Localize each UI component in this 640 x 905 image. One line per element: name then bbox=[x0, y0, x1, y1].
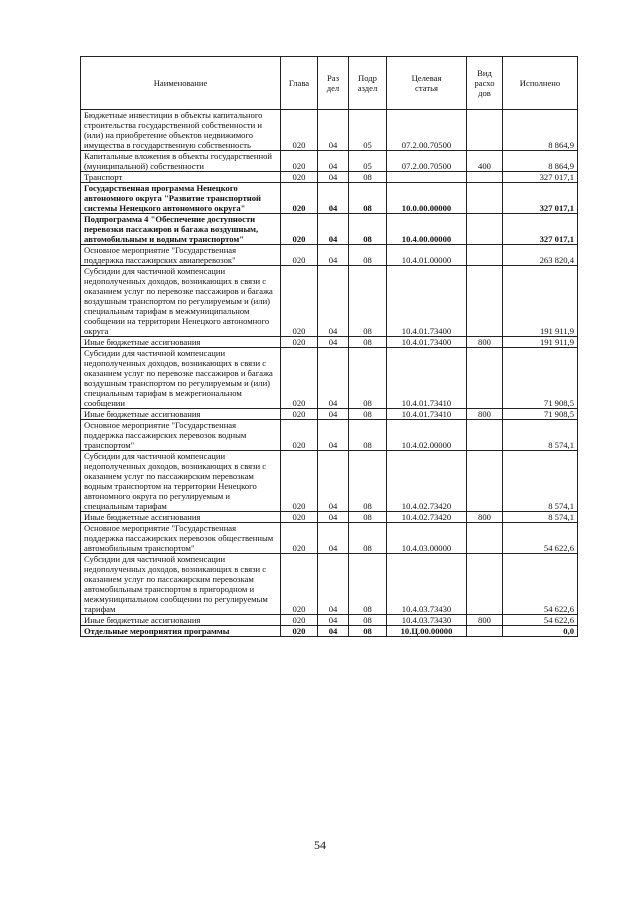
cell-expense-type bbox=[467, 183, 503, 214]
cell-subsection: 08 bbox=[349, 451, 387, 512]
cell-chapter: 020 bbox=[281, 337, 318, 348]
cell-executed: 327 017,1 bbox=[503, 183, 578, 214]
cell-expense-type bbox=[467, 110, 503, 151]
header-expense-type: Вид расхо дов bbox=[467, 57, 503, 110]
cell-subsection: 05 bbox=[349, 110, 387, 151]
cell-name: Транспорт bbox=[81, 172, 281, 183]
cell-chapter: 020 bbox=[281, 183, 318, 214]
cell-name: Основное мероприятие "Государственная поддержка пассажирских перевозок водным транспортом" bbox=[81, 420, 281, 451]
cell-target: 07.2.00.70500 bbox=[387, 151, 467, 172]
cell-executed: 8 574,1 bbox=[503, 451, 578, 512]
cell-expense-type bbox=[467, 420, 503, 451]
budget-table bbox=[80, 56, 578, 637]
table-row bbox=[81, 626, 578, 637]
cell-executed: 54 622,6 bbox=[503, 554, 578, 615]
header-executed: Исполнено bbox=[503, 57, 578, 110]
cell-name: Субсидии для частичной компенсации недополученных доходов, возникающих в связи с оказанием услуг по пассажирским перевозкам водным транспортом на территории Ненецкого автономного округа по регулируемым и специальным тарифам bbox=[81, 451, 281, 512]
cell-subsection: 08 bbox=[349, 626, 387, 637]
cell-target: 10.Ц.00.00000 bbox=[387, 626, 467, 637]
cell-section: 04 bbox=[318, 523, 349, 554]
cell-section: 04 bbox=[318, 183, 349, 214]
cell-expense-type: 800 bbox=[467, 615, 503, 626]
cell-name: Основное мероприятие "Государственная поддержка пассажирских перевозок общественным автомобильным транспортом" bbox=[81, 523, 281, 554]
cell-section: 04 bbox=[318, 409, 349, 420]
cell-chapter: 020 bbox=[281, 214, 318, 245]
cell-executed: 0,0 bbox=[503, 626, 578, 637]
table-row bbox=[81, 348, 578, 409]
cell-name: Основное мероприятие "Государственная поддержка пассажирских авиаперевозок" bbox=[81, 245, 281, 266]
header-name: Наименование bbox=[81, 57, 281, 110]
cell-chapter: 020 bbox=[281, 512, 318, 523]
cell-chapter: 020 bbox=[281, 451, 318, 512]
cell-executed: 191 911,9 bbox=[503, 266, 578, 337]
cell-section: 04 bbox=[318, 214, 349, 245]
cell-expense-type: 400 bbox=[467, 151, 503, 172]
cell-target: 07.2.00.70500 bbox=[387, 110, 467, 151]
cell-target: 10.4.02.73420 bbox=[387, 512, 467, 523]
table-row bbox=[81, 337, 578, 348]
page-number: 54 bbox=[314, 838, 326, 852]
cell-expense-type bbox=[467, 245, 503, 266]
cell-subsection: 08 bbox=[349, 348, 387, 409]
cell-expense-type bbox=[467, 451, 503, 512]
cell-name: Субсидии для частичной компенсации недополученных доходов, возникающих в связи с оказанием услуг по перевозке пассажиров и багажа воздушным транспортом по регулируемым и (или) специальным тарифам в межрегиональном сообщении bbox=[81, 348, 281, 409]
table-row bbox=[81, 110, 578, 151]
cell-section: 04 bbox=[318, 554, 349, 615]
cell-target: 10.4.02.00000 bbox=[387, 420, 467, 451]
cell-chapter: 020 bbox=[281, 245, 318, 266]
table-row bbox=[81, 554, 578, 615]
table-row bbox=[81, 451, 578, 512]
cell-target: 10.4.01.73410 bbox=[387, 409, 467, 420]
cell-target: 10.4.03.73430 bbox=[387, 615, 467, 626]
cell-subsection: 08 bbox=[349, 523, 387, 554]
cell-name: Государственная программа Ненецкого автономного округа "Развитие транспортной системы Ненецкого автономного округа" bbox=[81, 183, 281, 214]
table-row bbox=[81, 172, 578, 183]
table-row bbox=[81, 523, 578, 554]
cell-section: 04 bbox=[318, 245, 349, 266]
cell-subsection: 08 bbox=[349, 615, 387, 626]
cell-subsection: 08 bbox=[349, 172, 387, 183]
cell-expense-type bbox=[467, 626, 503, 637]
cell-expense-type: 800 bbox=[467, 337, 503, 348]
cell-target: 10.0.00.00000 bbox=[387, 183, 467, 214]
cell-section: 04 bbox=[318, 172, 349, 183]
cell-target bbox=[387, 172, 467, 183]
cell-name: Иные бюджетные ассигнования bbox=[81, 337, 281, 348]
table-row bbox=[81, 420, 578, 451]
cell-chapter: 020 bbox=[281, 409, 318, 420]
cell-target: 10.4.01.73400 bbox=[387, 266, 467, 337]
table-row bbox=[81, 151, 578, 172]
cell-subsection: 08 bbox=[349, 512, 387, 523]
cell-subsection: 08 bbox=[349, 214, 387, 245]
cell-chapter: 020 bbox=[281, 523, 318, 554]
cell-chapter: 020 bbox=[281, 348, 318, 409]
table-header-row bbox=[81, 57, 578, 110]
cell-name: Субсидии для частичной компенсации недополученных доходов, возникающих в связи с оказанием услуг по перевозке пассажиров и багажа воздушным транспортом по регулируемым и (или) специальным тарифам в межмуниципальном сообщении на территории Ненецкого автономного округа bbox=[81, 266, 281, 337]
cell-expense-type bbox=[467, 266, 503, 337]
cell-target: 10.4.02.73420 bbox=[387, 451, 467, 512]
header-section: Раз дел bbox=[318, 57, 349, 110]
cell-expense-type bbox=[467, 348, 503, 409]
cell-chapter: 020 bbox=[281, 172, 318, 183]
cell-executed: 8 574,1 bbox=[503, 420, 578, 451]
table-row bbox=[81, 512, 578, 523]
cell-subsection: 05 bbox=[349, 151, 387, 172]
cell-section: 04 bbox=[318, 512, 349, 523]
cell-subsection: 08 bbox=[349, 245, 387, 266]
cell-executed: 54 622,6 bbox=[503, 615, 578, 626]
cell-executed: 327 017,1 bbox=[503, 172, 578, 183]
cell-expense-type bbox=[467, 172, 503, 183]
table-body bbox=[81, 110, 578, 637]
cell-target: 10.4.03.73430 bbox=[387, 554, 467, 615]
table-row bbox=[81, 409, 578, 420]
cell-executed: 327 017,1 bbox=[503, 214, 578, 245]
header-chapter: Глава bbox=[281, 57, 318, 110]
cell-executed: 54 622,6 bbox=[503, 523, 578, 554]
cell-section: 04 bbox=[318, 151, 349, 172]
cell-name: Подпрограмма 4 "Обеспечение доступности перевозки пассажиров и багажа воздушным, автомобильным и водным транспортом" bbox=[81, 214, 281, 245]
cell-name: Иные бюджетные ассигнования bbox=[81, 409, 281, 420]
cell-target: 10.4.01.73410 bbox=[387, 348, 467, 409]
table-row bbox=[81, 266, 578, 337]
cell-target: 10.4.01.00000 bbox=[387, 245, 467, 266]
cell-section: 04 bbox=[318, 420, 349, 451]
cell-name: Бюджетные инвестиции в объекты капитального строительства государственной собственности и (или) на приобретение объектов недвижимого имущества в государственную собственность bbox=[81, 110, 281, 151]
cell-name: Отдельные мероприятия программы bbox=[81, 626, 281, 637]
cell-section: 04 bbox=[318, 451, 349, 512]
cell-chapter: 020 bbox=[281, 615, 318, 626]
cell-executed: 8 574,1 bbox=[503, 512, 578, 523]
cell-section: 04 bbox=[318, 266, 349, 337]
cell-chapter: 020 bbox=[281, 151, 318, 172]
cell-expense-type bbox=[467, 523, 503, 554]
cell-chapter: 020 bbox=[281, 420, 318, 451]
cell-subsection: 08 bbox=[349, 420, 387, 451]
cell-subsection: 08 bbox=[349, 337, 387, 348]
table-row bbox=[81, 245, 578, 266]
cell-subsection: 08 bbox=[349, 183, 387, 214]
cell-section: 04 bbox=[318, 626, 349, 637]
cell-target: 10.4.03.00000 bbox=[387, 523, 467, 554]
cell-subsection: 08 bbox=[349, 266, 387, 337]
cell-chapter: 020 bbox=[281, 266, 318, 337]
cell-section: 04 bbox=[318, 337, 349, 348]
cell-executed: 191 911,9 bbox=[503, 337, 578, 348]
table-row bbox=[81, 214, 578, 245]
cell-executed: 71 908,5 bbox=[503, 409, 578, 420]
cell-chapter: 020 bbox=[281, 554, 318, 615]
table-row bbox=[81, 615, 578, 626]
cell-executed: 71 908,5 bbox=[503, 348, 578, 409]
cell-expense-type: 800 bbox=[467, 409, 503, 420]
cell-executed: 8 864,9 bbox=[503, 110, 578, 151]
header-subsection: Подр аздел bbox=[349, 57, 387, 110]
cell-name: Субсидии для частичной компенсации недополученных доходов, возникающих в связи с оказанием услуг по пассажирским перевозкам автомобильным транспортом в пригородном и межмуниципальном сообщении по регулируемым тарифам bbox=[81, 554, 281, 615]
cell-target: 10.4.00.00000 bbox=[387, 214, 467, 245]
cell-name: Иные бюджетные ассигнования bbox=[81, 615, 281, 626]
cell-expense-type: 800 bbox=[467, 512, 503, 523]
cell-expense-type bbox=[467, 554, 503, 615]
cell-expense-type bbox=[467, 214, 503, 245]
cell-name: Иные бюджетные ассигнования bbox=[81, 512, 281, 523]
cell-subsection: 08 bbox=[349, 409, 387, 420]
table-row bbox=[81, 183, 578, 214]
cell-section: 04 bbox=[318, 615, 349, 626]
cell-executed: 8 864,9 bbox=[503, 151, 578, 172]
cell-name: Капитальные вложения в объекты государственной (муниципальной) собственности bbox=[81, 151, 281, 172]
header-target: Целевая статья bbox=[387, 57, 467, 110]
cell-chapter: 020 bbox=[281, 626, 318, 637]
cell-section: 04 bbox=[318, 348, 349, 409]
cell-executed: 263 820,4 bbox=[503, 245, 578, 266]
cell-target: 10.4.01.73400 bbox=[387, 337, 467, 348]
cell-section: 04 bbox=[318, 110, 349, 151]
cell-chapter: 020 bbox=[281, 110, 318, 151]
cell-subsection: 08 bbox=[349, 554, 387, 615]
